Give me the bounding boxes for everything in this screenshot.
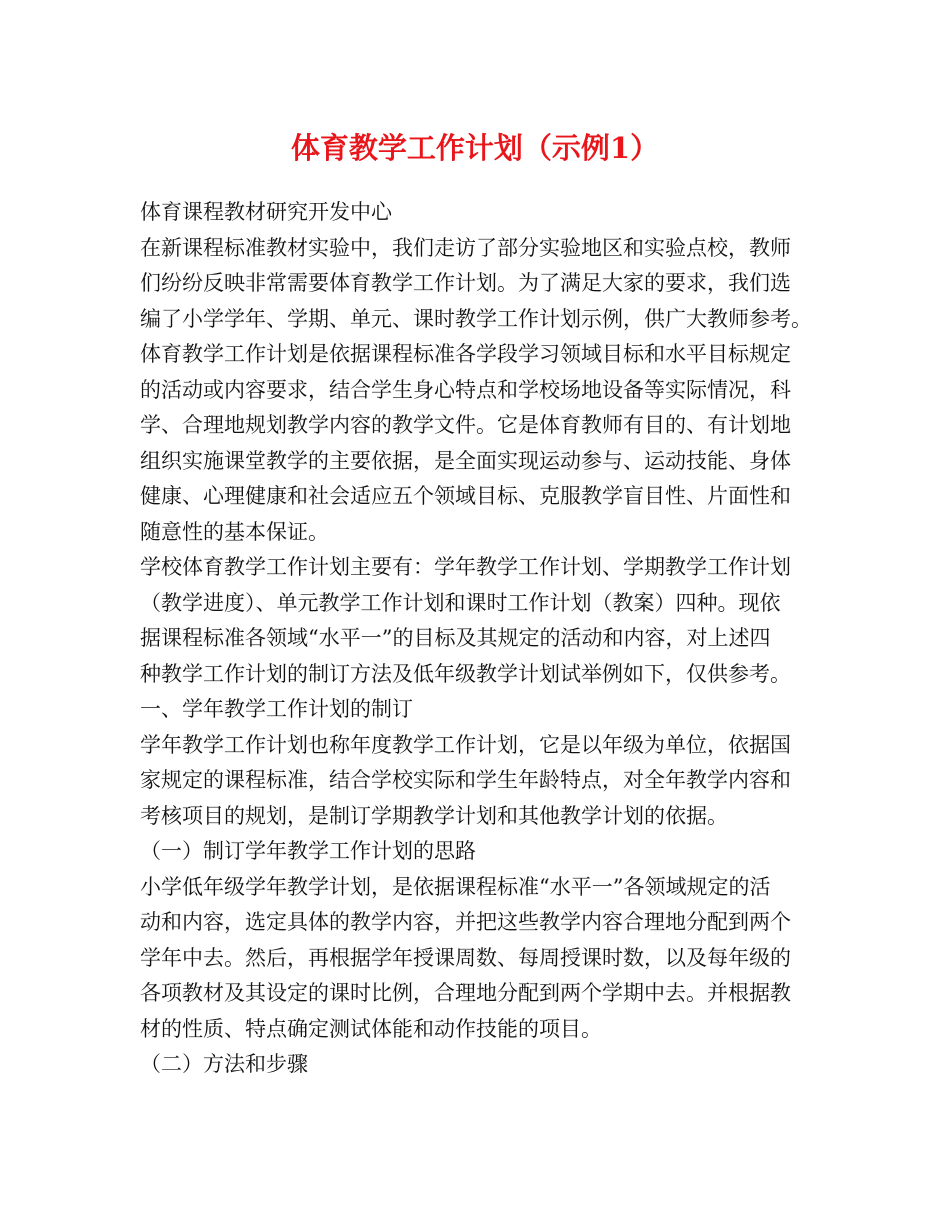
org-line: 体育课程教材研究开发中心: [140, 200, 392, 224]
paragraph-line: 学年教学工作计划也称年度教学工作计划，它是以年级为单位，依据国: [140, 732, 791, 757]
document-body: [140, 195, 820, 1083]
paragraph-line: （教学进度）、单元教学工作计划和课时工作计划（教案）四种。现依: [140, 590, 781, 615]
paragraph-line: 体育教学工作计划是依据课程标准各学段学习领域目标和水平目标规定: [140, 342, 791, 366]
paragraph-line: 组织实施课堂教学的主要依据，是全面实现运动参与、运动技能、身体: [140, 448, 791, 473]
document-title: 体育教学工作计划（示例1）: [290, 131, 660, 165]
paragraph-line: 各项教材及其设定的课时比例，合理地分配到两个学期中去。并根据教: [140, 981, 791, 1005]
subsection-heading: （一）制订学年教学工作计划的思路: [140, 839, 476, 863]
paragraph-line: 小学低年级学年教学计划，是依据课程标准“水平一”各领域规定的活: [140, 874, 771, 899]
paragraph-line: 家规定的课程标准，结合学校实际和学生年龄特点，对全年教学内容和: [140, 768, 791, 792]
paragraph-line: 据课程标准各领域“水平一”的目标及其规定的活动和内容，对上述四: [140, 626, 771, 650]
paragraph-line: 种教学工作计划的制订方法及低年级教学计划试举例如下，仅供参考。: [140, 661, 791, 686]
paragraph-line: 动和内容，选定具体的教学内容，并把这些教学内容合理地分配到两个: [140, 910, 791, 934]
paragraph-line: 在新课程标准教材实验中，我们走访了部分实验地区和实验点校，教师: [140, 235, 791, 260]
subsection-heading: （二）方法和步骤: [140, 1052, 308, 1076]
section-heading: 一、学年教学工作计划的制订: [140, 697, 413, 721]
paragraph-line: 材的性质、特点确定测试体能和动作技能的项目。: [140, 1016, 602, 1041]
paragraph-line: 随意性的基本保证。: [140, 519, 329, 544]
paragraph-line: 的活动或内容要求，结合学生身心特点和学校场地设备等实际情况，科: [140, 377, 791, 402]
paragraph-line: 考核项目的规划，是制订学期教学计划和其他教学计划的依据。: [140, 803, 728, 828]
paragraph-line: 学、合理地规划教学内容的教学文件。它是体育教师有目的、有计划地: [140, 413, 791, 437]
paragraph-line: 学校体育教学工作计划主要有：学年教学工作计划、学期教学工作计划: [140, 555, 791, 579]
paragraph-line: 健康、心理健康和社会适应五个领域目标、克服教学盲目性、片面性和: [140, 484, 791, 508]
paragraph-line: 编了小学学年、学期、单元、课时教学工作计划示例，供广大教师参考。: [140, 306, 812, 331]
paragraph-line: 学年中去。然后，再根据学年授课周数、每周授课时数，以及每年级的: [140, 945, 791, 970]
paragraph-line: 们纷纷反映非常需要体育教学工作计划。为了满足大家的要求，我们选: [140, 271, 791, 295]
